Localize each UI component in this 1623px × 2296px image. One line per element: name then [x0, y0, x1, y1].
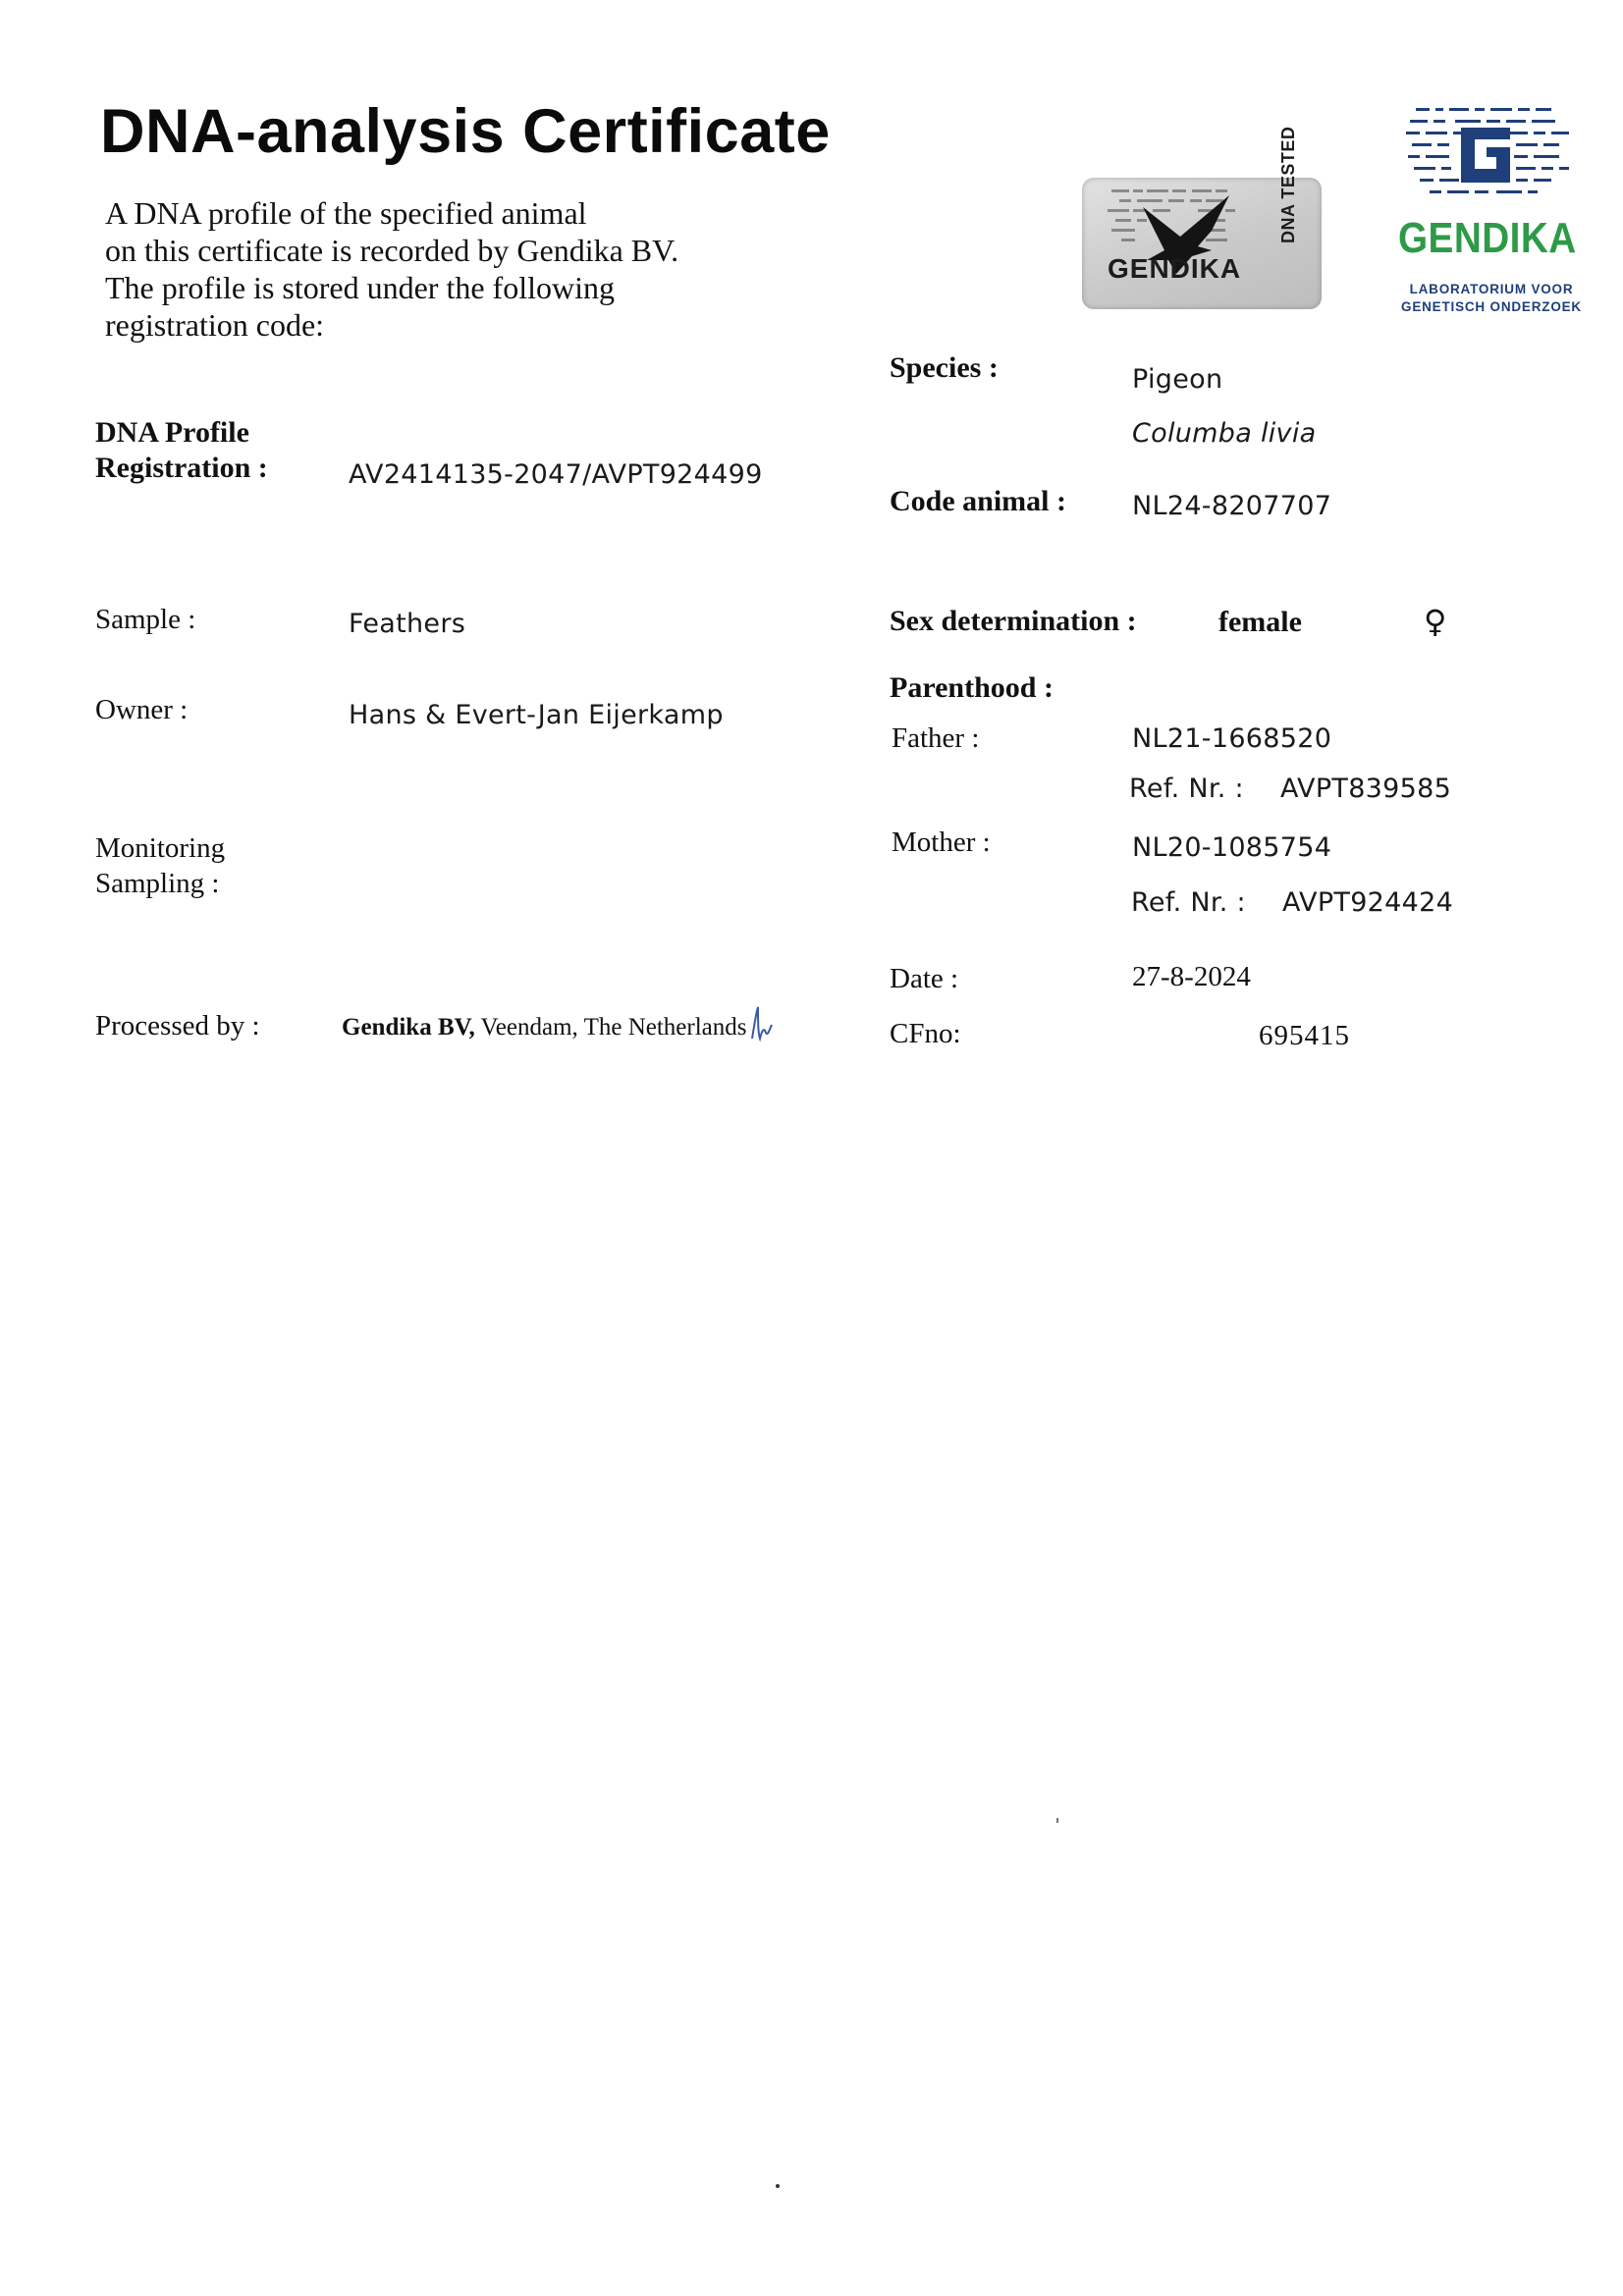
dna-profile-label: DNA Profile	[95, 416, 249, 449]
logo-name: GENDIKA	[1398, 214, 1577, 262]
code-animal-value: NL24-8207707	[1132, 491, 1332, 521]
mother-value: NL20-1085754	[1132, 832, 1332, 863]
mother-ref-value: AVPT924424	[1282, 887, 1454, 918]
intro-text	[105, 194, 792, 344]
species-latin: Columba livia	[1132, 418, 1317, 449]
logo-subtitle	[1400, 281, 1583, 316]
intro-line: A DNA profile of the specified animal	[105, 195, 587, 231]
processed-company: Gendika BV,	[342, 1014, 475, 1041]
mother-label: Mother :	[892, 827, 991, 858]
code-animal-label: Code animal :	[890, 485, 1066, 517]
monitoring-label: Monitoring	[95, 832, 226, 864]
registration-label: Registration :	[95, 452, 268, 484]
stamp-tag: DNA TESTED	[1278, 126, 1298, 243]
sampling-label: Sampling :	[95, 868, 220, 899]
owner-value: Hans & Evert-Jan Eijerkamp	[349, 700, 724, 730]
gendika-logo-icon	[1406, 106, 1583, 204]
logo-subtitle-line: LABORATORIUM VOOR	[1409, 282, 1574, 296]
sample-label: Sample :	[95, 604, 196, 635]
female-symbol-icon: ♀	[1424, 603, 1447, 640]
processed-location: Veendam, The Netherlands	[474, 1014, 747, 1041]
father-label: Father :	[892, 722, 980, 754]
parenthood-label: Parenthood :	[890, 671, 1054, 704]
scan-speck	[776, 2184, 780, 2188]
father-ref-value: AVPT839585	[1280, 774, 1452, 804]
sample-value: Feathers	[349, 609, 466, 639]
date-value: 27-8-2024	[1132, 961, 1251, 992]
page-title: DNA-analysis Certificate	[100, 97, 831, 166]
intro-line: The profile is stored under the following	[105, 270, 615, 305]
mother-ref-label: Ref. Nr. :	[1131, 887, 1246, 918]
processed-label: Processed by :	[95, 1010, 260, 1041]
owner-label: Owner :	[95, 694, 189, 725]
signature-mark-icon	[748, 1003, 774, 1042]
logo-subtitle-line: GENETISCH ONDERZOEK	[1401, 299, 1582, 314]
intro-line: registration code:	[105, 307, 325, 343]
sex-label: Sex determination :	[890, 605, 1137, 637]
date-label: Date :	[890, 963, 959, 994]
species-common: Pigeon	[1132, 364, 1223, 395]
father-ref-label: Ref. Nr. :	[1129, 774, 1244, 804]
scan-speck	[1056, 1818, 1058, 1823]
intro-line: on this certificate is recorded by Gendika BV.	[105, 233, 679, 268]
cfno-label: CFno:	[890, 1018, 961, 1049]
cfno-value: 695415	[1259, 1020, 1350, 1051]
father-value: NL21-1668520	[1132, 723, 1332, 754]
registration-code: AV2414135-2047/AVPT924499	[349, 459, 763, 490]
stamp-brand: GENDIKA	[1108, 253, 1242, 284]
sex-value: female	[1218, 606, 1302, 638]
processed-value	[342, 1014, 747, 1041]
species-label: Species :	[890, 351, 999, 384]
